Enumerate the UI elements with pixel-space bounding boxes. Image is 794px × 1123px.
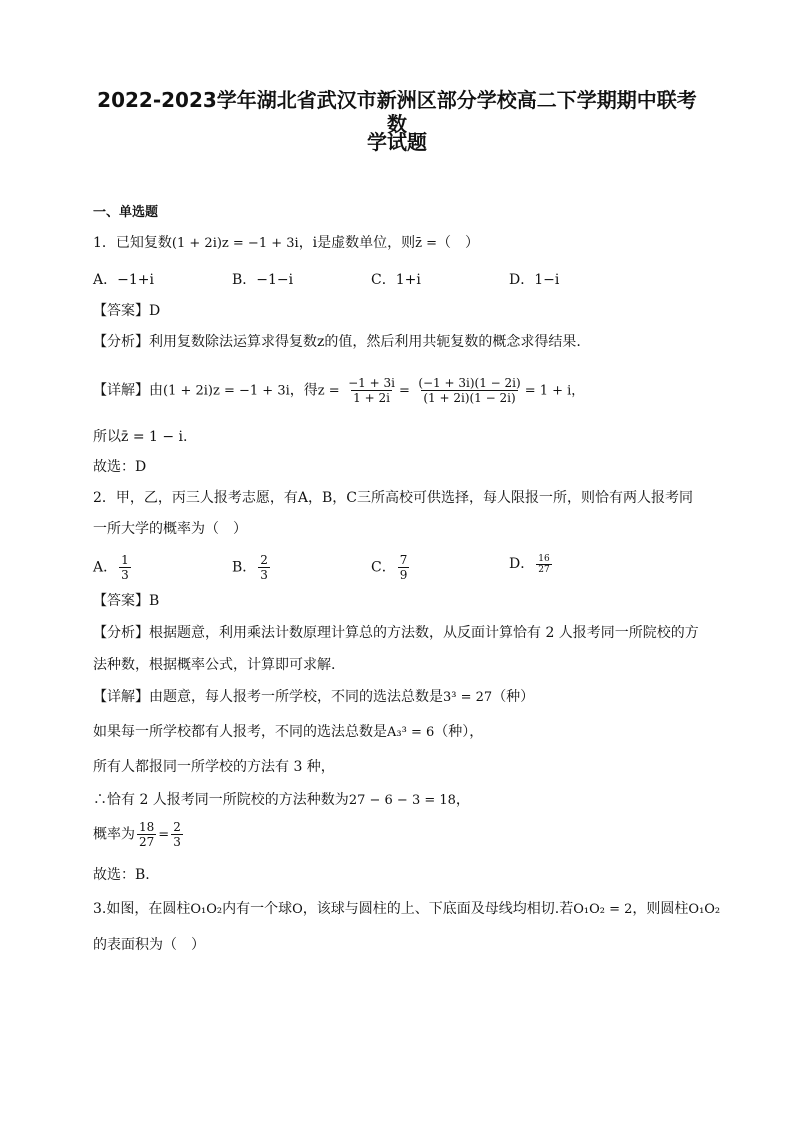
section-heading: 一、单选题 [93,205,159,220]
q2-stem-line-2: 一所大学的概率为（ ） [93,521,247,537]
q3-stem-line-2: 的表面积为（ ） [93,937,205,953]
q1-stem: 1．已知复数(1 + 2i)z = −1 + 3i，i是虚数单位，则z̄ =（ ） [93,235,480,251]
q2-detail-2: 如果每一所学校都有人报考，不同的选法总数是A₃³ = 6（种）， [93,724,484,740]
q2-analysis-line-1: 【分析】根据题意，利用乘法计数原理计算总的方法数，从反面计算恰有 2 人报考同一所院校的方 [93,625,699,641]
q2-option-d: D． $\frac{16}{27}$ [509,553,550,575]
q1-option-b: B．−1−i [232,272,294,288]
q2-detail-4: ∴恰有 2 人报考同一所院校的方法种数为27 − 6 − 3 = 18， [93,792,470,808]
q2-option-c: C． $\frac{7}{9}$ [371,553,408,582]
page-title-line-1: 2022-2023学年湖北省武汉市新洲区部分学校高二下学期期中联考数 [97,88,697,136]
q2-option-a: A． $\frac{1}{3}$ [93,553,129,582]
q1-detail: 【详解】由(1 + 2i)z = −1 + 3i，得z = $\frac{-1 + 3i}{1 + 2i}$ = $\frac{(-1 + 3i)(1 - 2i)}{(1 + 2i)(1 - 2i)}$ = 1 + i， [93,376,585,405]
q2-analysis-line-2: 法种数，根据概率公式，计算即可求解. [93,657,336,673]
q3-stem-line-1: 3.如图，在圆柱O₁O₂内有一个球O，该球与圆柱的上、下底面及母线均相切.若O₁O₂ = 2，则圆柱O₁O₂ [93,901,721,917]
q1-conclusion: 所以z̄ = 1 − i. [93,429,188,445]
q1-fraction-2: $\frac{(-1 + 3i)(1 - 2i)}{(1 + 2i)(1 - 2i)}$ [418,376,521,405]
q1-fraction-1: $\frac{-1 + 3i}{1 + 2i}$ [348,376,395,405]
q2-option-b: B． $\frac{2}{3}$ [232,553,268,582]
q1-conjugate: z̄ = [415,236,438,251]
q2-answer: 【答案】B [93,593,160,609]
q1-option-a: A．−1+i [93,272,154,288]
q1-choose: 故选：D [93,459,147,475]
q2-choose: 故选：B. [93,867,150,883]
q2-detail-5: 概率为 $\frac{18}{27}$ = $\frac{2}{3}$ [93,820,181,849]
q1-option-d: D．1−i [509,272,560,288]
q2-stem-line-1: 2．甲，乙，丙三人报考志愿，有A，B，C三所高校可供选择，每人限报一所，则恰有两人报考同 [93,490,694,506]
q1-analysis: 【分析】利用复数除法运算求得复数z的值，然后利用共轭复数的概念求得结果. [93,334,581,350]
page-title-line-2: 学试题 [367,130,427,154]
q2-detail-3: 所有人都报同一所学校的方法有 3 种， [93,759,335,775]
q1-answer: 【答案】D [93,303,161,319]
q1-option-c: C．1+i [371,272,421,288]
q2-detail-1: 【详解】由题意，每人报考一所学校，不同的选法总数是3³ = 27（种） [93,689,535,705]
q1-equation: (1 + 2i)z = −1 + 3i [171,236,299,251]
